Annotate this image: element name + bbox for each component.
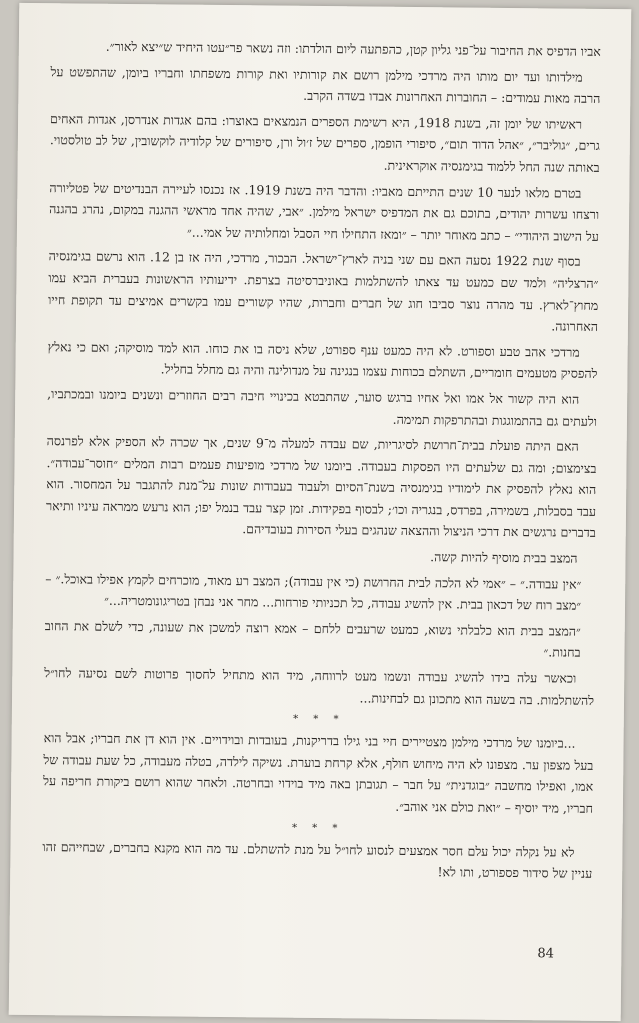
paragraph: בסוף שנת 1922 נסעה האם עם שני בניה לארץ־ישראל. הבכור, מרדכי, היה אז בן 12. הוא נרשם בגימנסיה ״הרצליה״ ולמד שם כמעט עד צאתו להשתלמות באוניברסיטה בצרפת. ידיעותיו הראשונות בעברית הביא עמו מחוץ־לארץ. עד מהרה נוצר סביבו חוג של חברים וחברות, שהיו קשורים עמו בקשרים אמיצים עד תקופת חייו האחרונה. xyxy=(48,248,599,335)
quote-paragraph: ״אין עבודה.״ – ״אמי לא הלכה לבית החרושת (כי אין עבודה); המצב רע מאוד, מוכרחים לקמץ אפילו באוכל.״ – ״מצב רוח של דכאון בבית. אין להשיג עבודה, כל תכניותי פורחות... מחר אני נבחן בטריגונומטריה...״ xyxy=(45,570,582,613)
page-number: 84 xyxy=(537,946,555,962)
paragraph: ראשיתו של יומן זה, בשנת 1918, היא רשימת הספרים הנמצאים באוצרו: בהם אגדות אנדרסן, אגדות האחים גרים, ״גוליבר״, ״אהל הדוד תום״, סיפורי הופמן, ספרים של ז׳ול ורן, סיפורים של קלודיה לוקשובין, של לב טולסטוי. באותה שנה החל ללמוד בגימנסיה אוקראינית. xyxy=(49,110,600,175)
paragraph: בטרם מלאו לנער 10 שנים התייתם מאביו: והדבר היה בשנת 1919. אז נכנסו לעיירה הבנדיטים של פטליורה ורצחו עשרות יהודים, בתוכם גם את המדפיס ישראל מילמן. ״אבי, שהיה אחד מראשי ההגנה במקום, נהרג בהגנה על הישוב היהודי״ – כתב מאוחר יותר – ״ומאז התחילו חיי הסבל ומחלותיה של אמי...״ xyxy=(49,179,600,244)
paragraph: מרדכי אהב טבע וספורט. לא היה כמעט ענף ספורט, שלא ניסה בו את כוחו. הוא למד מוסיקה; ואם כי נאלץ להפסיק מטעמים חומריים, השתלם בכוחות עצמו בנגינה על מנדולינה והיה גם מחלל בחליל. xyxy=(47,338,598,382)
paragraph: הוא היה קשור אל אמו ואל אחיו ברגש סוער, שהתבטא בכינויי חיבה רבים החוזרים ונשנים ביומנו ובמכתביו, ולעתים גם בהתמוגגות ובהתרפקות תמימה. xyxy=(47,386,598,429)
section-separator: * * * xyxy=(291,822,344,834)
paragraph: המצב בבית מוסיף להיות קשה. xyxy=(430,549,578,566)
quote-paragraph: ״המצב בבית הוא כלבלתי נשוא, כמעט שרעבים ללחם – אמא רוצה למשכן את שעונה, כדי לשלם את החוב בחנות.״ xyxy=(44,617,581,661)
section-separator: * * * xyxy=(293,713,345,726)
paragraph: וכאשר עלה בידו להשיג עבודה ונשמו מעט לרווחה, מיד הוא מתחיל לחסוך פרוטות לשם נסיעה לחו״ל להשתלמות. בה בשעה הוא מתכונן גם לבחינות... xyxy=(44,665,595,708)
paragraph: לא על נקלה יכול עלם חסר אמצעים לנסוע לחו״ל על מנת להשתלם. עד מה הוא מקנא בחברים, שבחייהם זהו עניין של סידור פספורט, ותו לא! xyxy=(42,838,593,882)
paragraph: מילדותו ועד יום מותו היה מרדכי מילמן רושם את קורותיו ואת קורות משפחתו וחבריו ביומן, שהתפשט על הרבה מאות עמודים: – החוברות האחרונות אבדו בשדה הקרב. xyxy=(50,63,601,107)
paragraph: אביו הדפיס את החיבור על־פני גליון קטן, כהפתעה ליום הולדתו: וזה נשאר פר״עטו היחיד ש״יצא לאור״. xyxy=(105,38,601,59)
book-page xyxy=(9,3,632,1021)
paragraph: האם היתה פועלת בבית־חרושת לסיגריות, שם עבדה למעלה מ־9 שנים, אך שכרה לא הספיק אלא לפרנסה בצימצום; ומה גם שלעתים היו הפסקות בעבודה. ביומנו של מרדכי מופיעות פעמים רבות המלים ״חוסר־עבודה״. הוא נאלץ להפסיק את לימודיו בגימנסיה בשנת־הסיום ולעבוד בעבודות שונות על־מנת להתגבר על המחסור. הוא עבד בסבלות, בשמירה, בפרדס, בנגריה וכו׳; לבסוף בפקידות. זמן קצר עבד בנמל יפו; הוא נרעש ממראה עיניו ותיאר בדברים נרגשים את דרכי הניצול וההצאה שנהגים בעלי הסירות בעובדיהם. xyxy=(45,433,597,541)
paragraph: ...ביומנו של מרדכי מילמן מצטיירים חיי בני גילו בדריקנות, בעובדות ובוידויים. אין הוא דן את חבריו; אבל הוא בעל מצפון ער. מצפונו לא היה מיחוש חולף, אלא קרחת בוערת. נשיקה לילדה, בטלה מעבודה, כל שעת עבודה של אמו, ואפילו מחשבה ״בוגדנית״ על חבר – תגובתן באה מיד בוידוי ובחרטה. ולאחר שהוא רושם ביקורת חריפה על חבריו, מיד יוסיף – ״ואת כולם אני אוהב״. xyxy=(43,730,594,816)
page-text xyxy=(42,35,601,888)
